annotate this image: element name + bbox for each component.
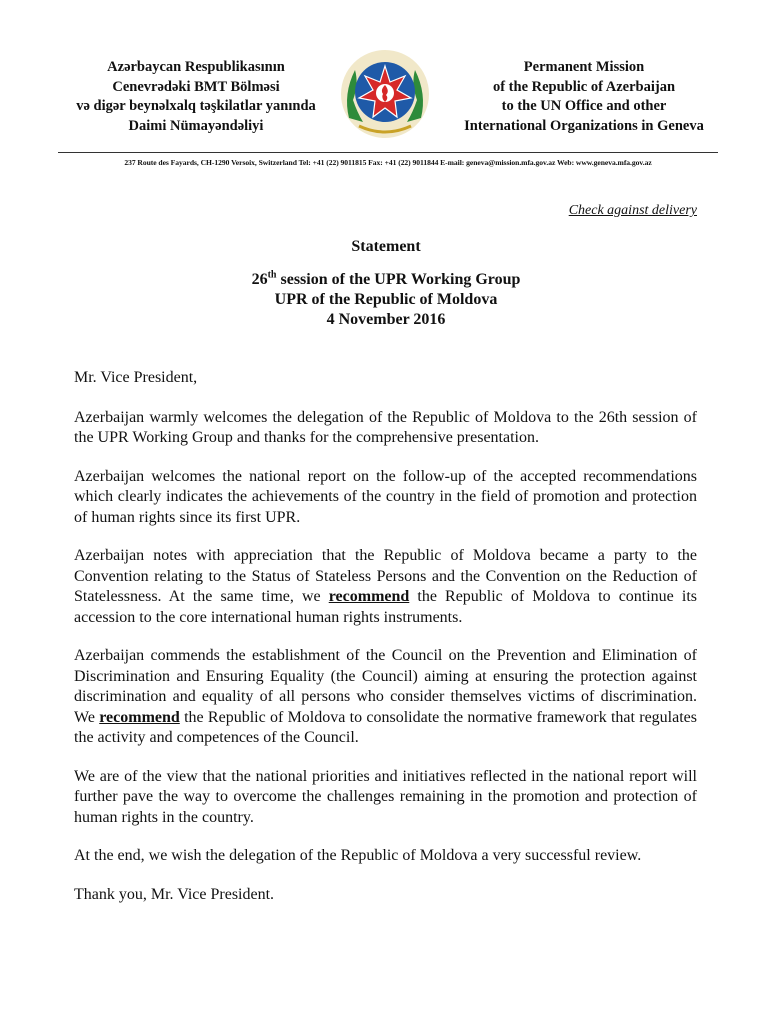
recommend-emphasis: recommend (328, 588, 410, 605)
header-right-english (438, 58, 730, 136)
header-right-line: Permanent Mission (523, 59, 645, 75)
p3-text-a: Azerbaijan notes with appreciation that the Republic of Moldova became a party to the Convention relating to the Status of Stateless Persons and the Convention on the Reduction of Statelessness. At the same time, we (74, 547, 697, 605)
statement-body (74, 368, 697, 923)
p4-text-b: the Republic of Moldova to consolidate the normative framework that regulates the activity and competences of the Council. (74, 708, 698, 746)
header-right-line: of the Republic of Azerbaijan (492, 78, 676, 95)
header-divider (58, 152, 718, 153)
upr-line: UPR of the Republic of Moldova (274, 291, 498, 308)
date-line: 4 November 2016 (326, 311, 446, 328)
paragraph-wish: At the end, we wish the delegation of the Republic of Moldova a very successful review. (74, 847, 642, 864)
paragraph-council (74, 646, 697, 749)
statement-heading: Statement (351, 238, 421, 255)
paragraph-statelessness (74, 546, 697, 628)
header-left-line: Daimi Nümayəndəliyi (128, 117, 264, 134)
p3-text-b: the Republic of Moldova to continue its accession to the core international human rights instruments. (74, 588, 697, 626)
check-against-delivery-note: Check against delivery (568, 203, 697, 218)
header-left-azerbaijani (52, 58, 340, 136)
session-rest: session of the UPR Working Group (276, 271, 521, 288)
header-left-line: Azərbaycan Respublikasının (107, 59, 285, 75)
recommend-emphasis: recommend (99, 708, 180, 726)
paragraph-welcome: Azerbaijan warmly welcomes the delegation of the Republic of Moldova to the 26th session of the UPR Working Group and thanks for the comprehensive presentation. (74, 408, 697, 446)
p4-text-a: Azerbaijan commends the establishment of the Council on the Prevention and Elimination of Discrimination and Ensuring Equality (the Council) aiming at ensuring the protection against discrimination and equality of all persons who consider themselves victims of discrimination. We (74, 647, 697, 726)
greeting: Mr. Vice President, (74, 369, 198, 386)
paragraph-priorities: We are of the view that the national priorities and initiatives reflected in the national report will further pave the way to overcome the challenges remaining in the promotion and protection of human rights in the country. (74, 767, 697, 826)
header-left-line: və digər beynəlxalq təşkilatlar yanında (76, 98, 316, 114)
session-title-block (75, 270, 697, 330)
header-left-line: Cenevrədəki BMT Bölməsi (112, 78, 280, 95)
session-number: 26 (251, 271, 268, 288)
header-right-line: to the UN Office and other (501, 98, 667, 114)
closing: Thank you, Mr. Vice President. (74, 885, 275, 903)
session-ordinal: th (267, 269, 277, 281)
header-right-line: International Organizations in Geneva (464, 117, 704, 134)
contact-address: 237 Route des Fayards, CH-1290 Versoix, Switzerland Tel: +41 (22) 9011815 Fax: +41 (22) 9011844 E-mail: geneva@mission.mfa.gov.az Web: www.geneva.mfa.gov.az (124, 158, 652, 167)
session-line (75, 270, 697, 290)
paragraph-national-report: Azerbaijan welcomes the national report on the follow-up of the accepted recommendations which clearly indicates the achievements of the country in the field of promotion and protection of human rights since its first UPR. (74, 467, 697, 526)
azerbaijan-emblem-icon (339, 48, 431, 140)
